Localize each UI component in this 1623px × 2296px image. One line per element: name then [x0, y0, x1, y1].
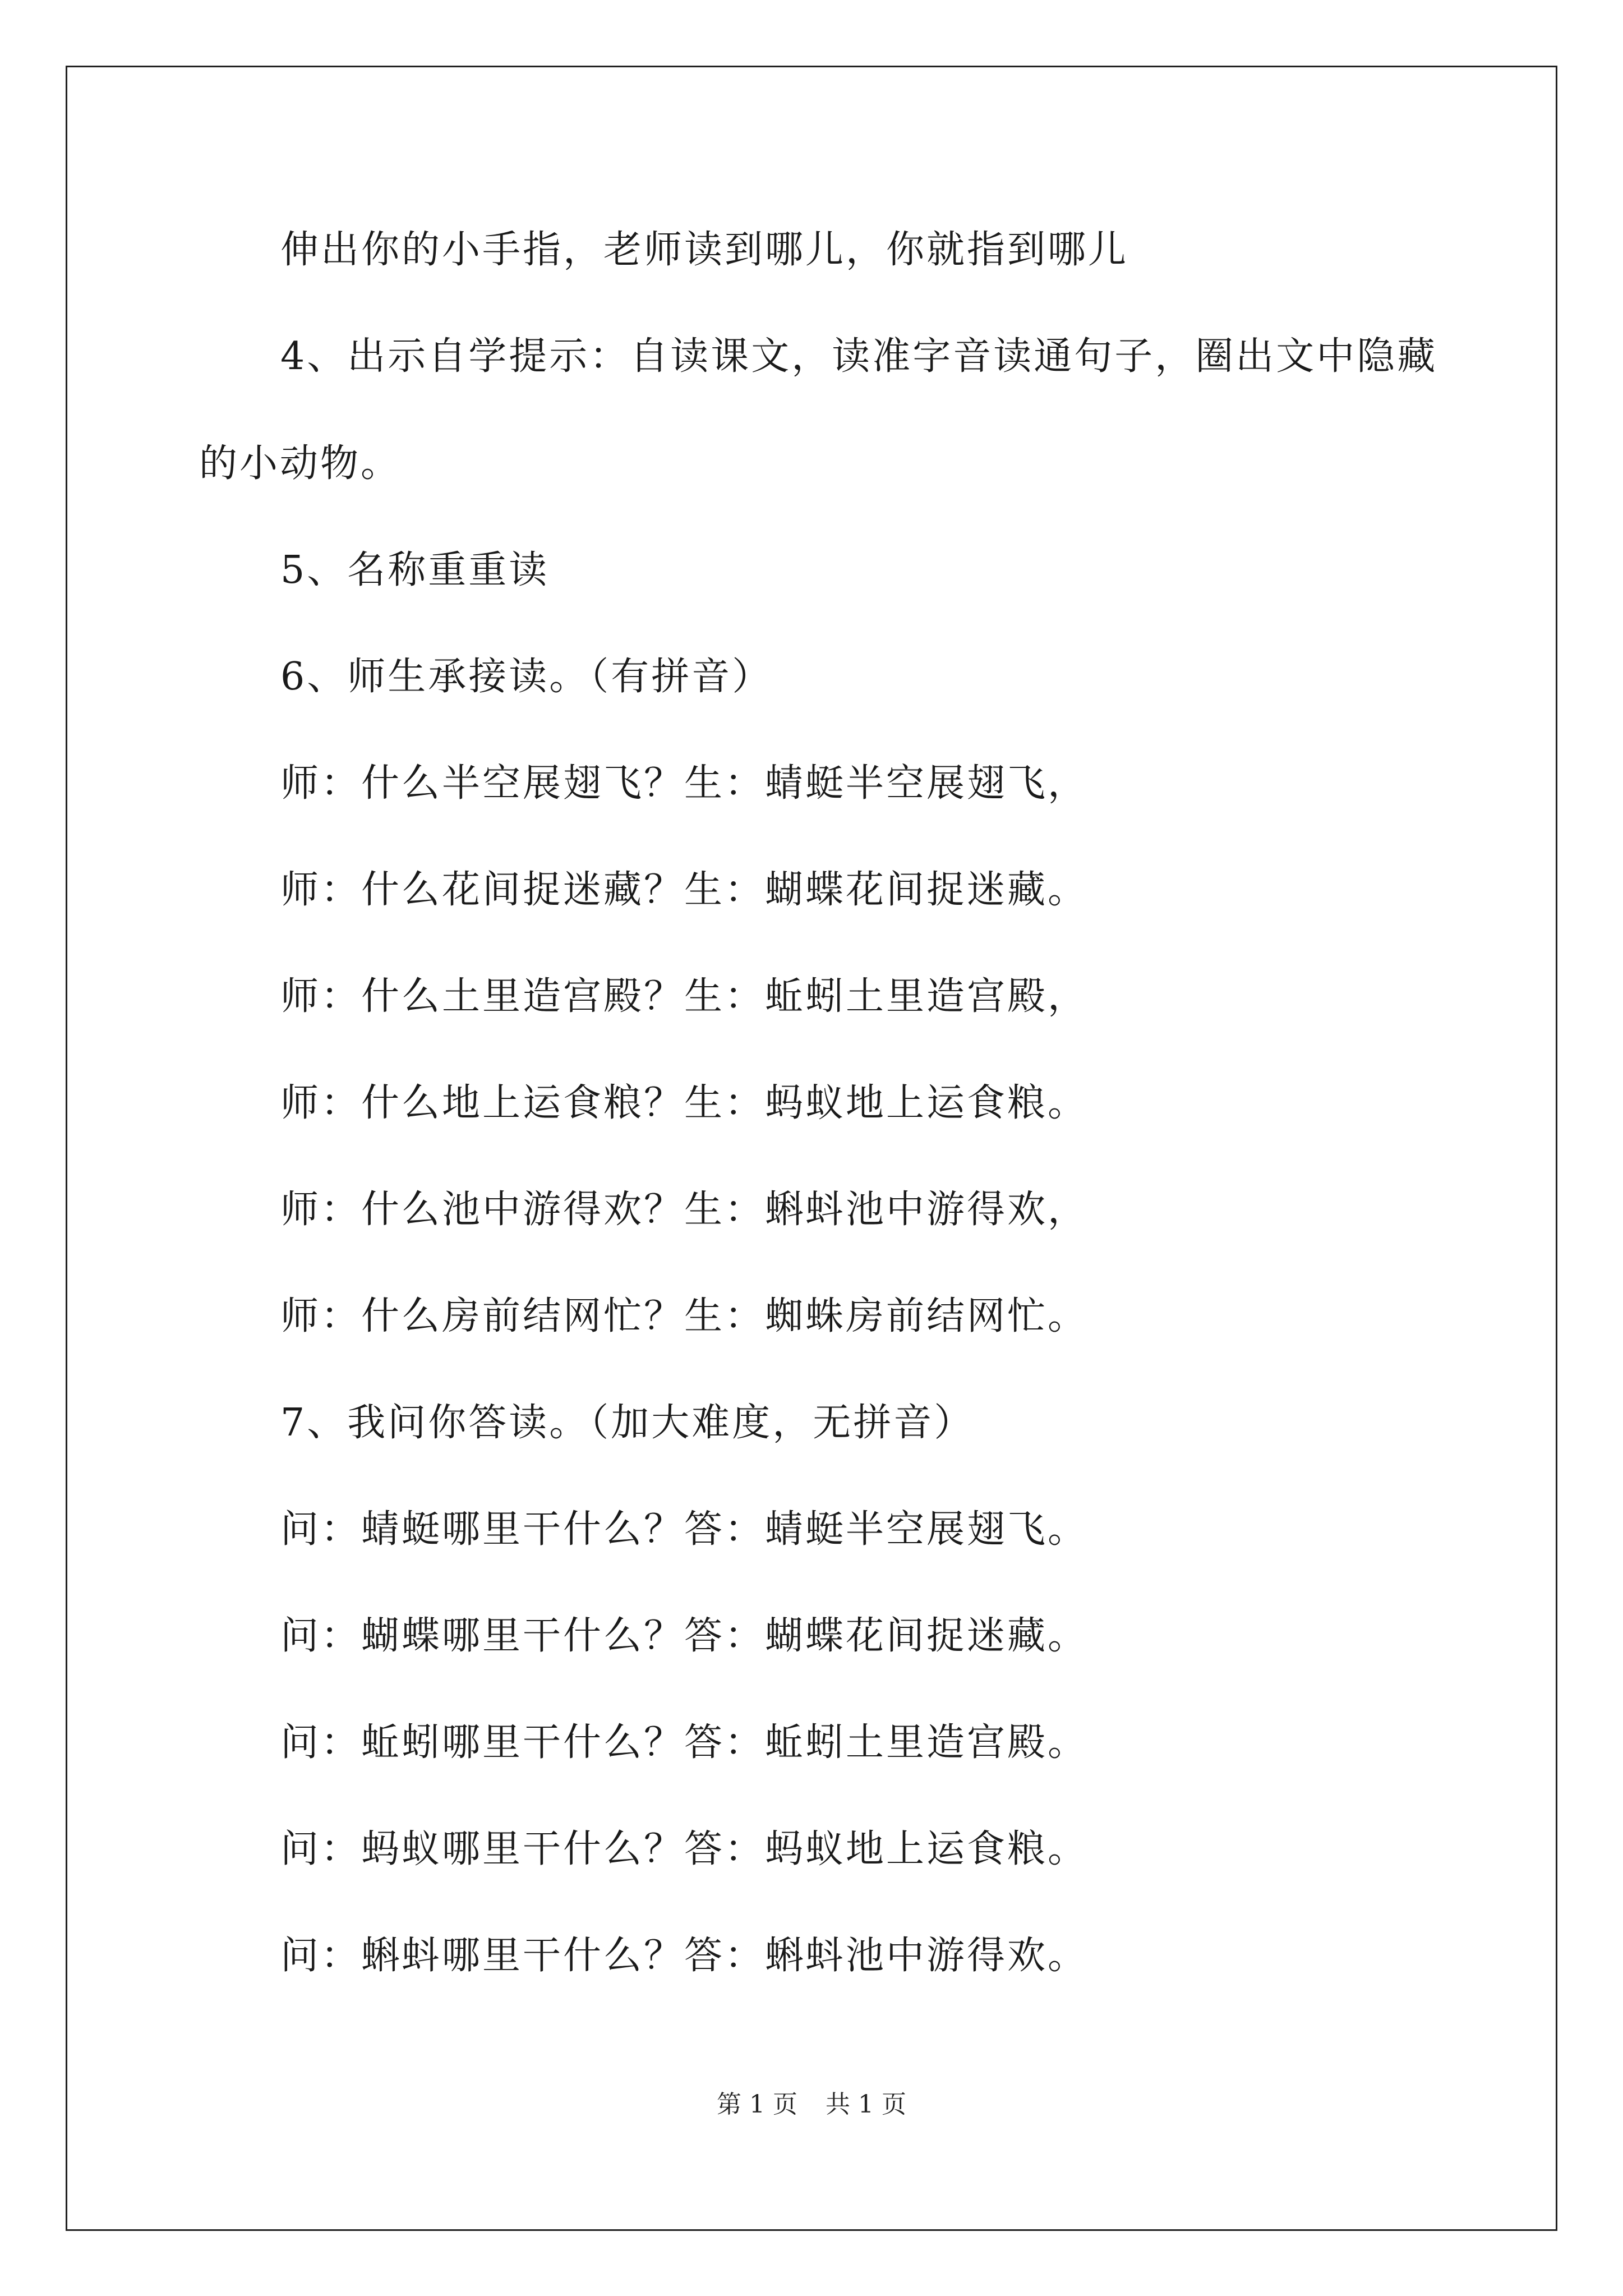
text-line: 7、我问你答读。（加大难度，无拼音） — [280, 1401, 975, 1445]
page-frame — [66, 66, 1557, 2231]
text-line: 4、出示自学提示：自读课文，读准字音读通句子，圈出文中隐藏 — [280, 334, 1438, 379]
page-number: 第 1 页 — [717, 2090, 797, 2119]
text-line: 师：什么半空展翅飞？生：蜻蜓半空展翅飞， — [280, 761, 1089, 806]
text-line: 问：蚂蚁哪里干什么？答：蚂蚁地上运食粮。 — [280, 1827, 1089, 1871]
text-line: 师：什么花间捉迷藏？生：蝴蝶花间捉迷藏。 — [280, 868, 1089, 912]
text-line: 问：蝴蝶哪里干什么？答：蝴蝶花间捉迷藏。 — [280, 1614, 1089, 1658]
text-line: 师：什么池中游得欢？生：蝌蚪池中游得欢， — [280, 1188, 1089, 1232]
text-line: 6、师生承接读。（有拼音） — [280, 655, 773, 699]
text-line: 5、名称重重读 — [280, 548, 550, 592]
text-line: 师：什么土里造宫殿？生：蚯蚓土里造宫殿， — [280, 974, 1089, 1019]
text-line: 师：什么地上运食粮？生：蚂蚁地上运食粮。 — [280, 1081, 1089, 1125]
page-count: 共 1 页 — [826, 2090, 906, 2119]
text-line: 问：蜻蜓哪里干什么？答：蜻蜓半空展翅飞。 — [280, 1507, 1089, 1552]
text-line: 问：蝌蚪哪里干什么？答：蝌蚪池中游得欢。 — [280, 1934, 1089, 1978]
text-line: 问：蚯蚓哪里干什么？答：蚯蚓土里造宫殿。 — [280, 1720, 1089, 1765]
text-line: 师：什么房前结网忙？生：蜘蛛房前结网忙。 — [280, 1294, 1089, 1338]
page-footer — [0, 2084, 1623, 2120]
text-line: 的小动物。 — [199, 441, 402, 486]
text-line: 伸出你的小手指，老师读到哪儿，你就指到哪儿 — [280, 228, 1129, 272]
